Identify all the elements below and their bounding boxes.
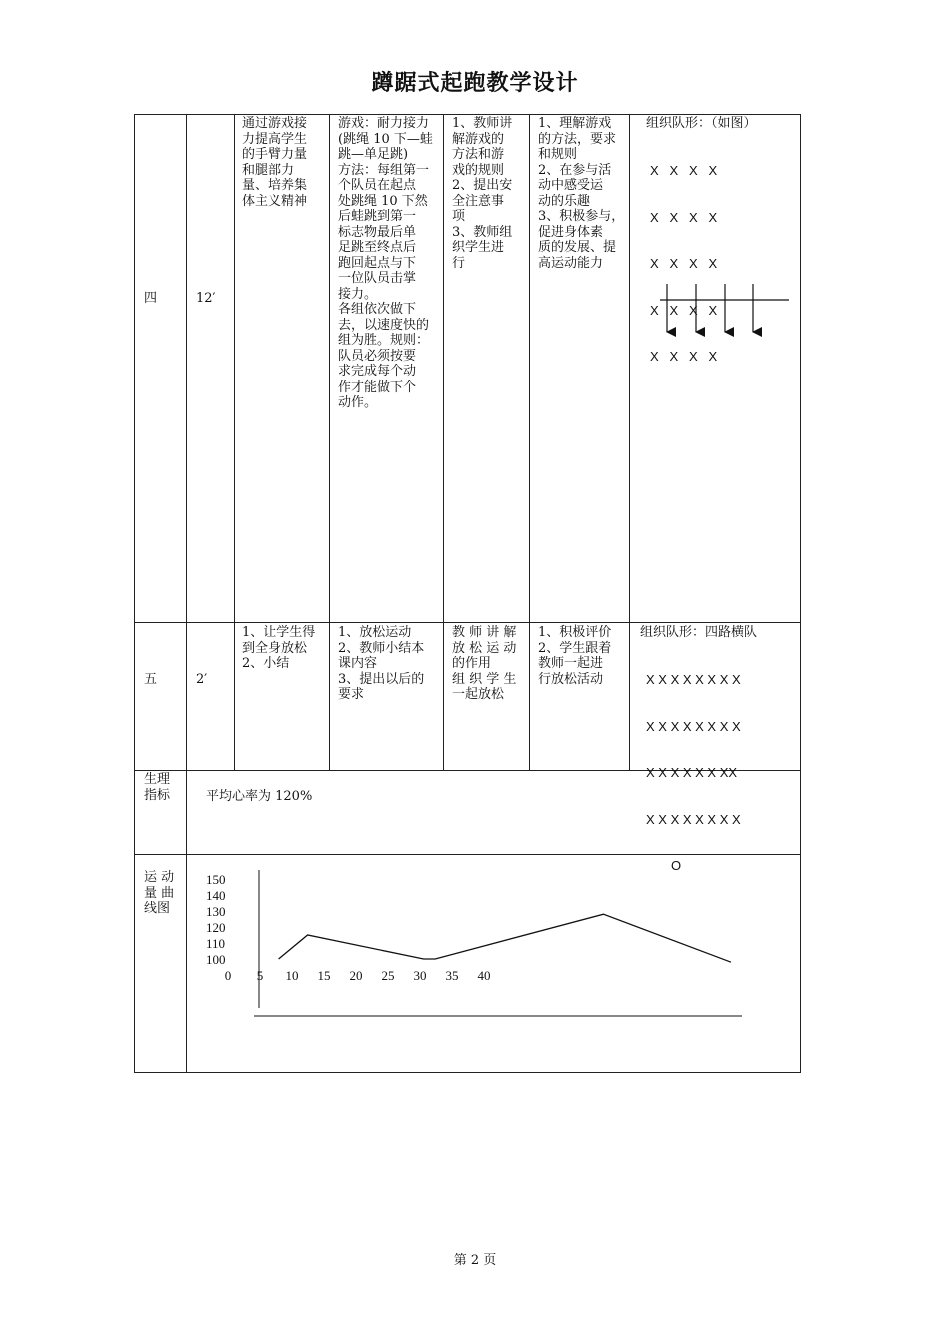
formation-row: X X X X bbox=[650, 349, 718, 364]
physio-label: 生理 指标 bbox=[144, 772, 171, 803]
row5-time: 2′ bbox=[196, 672, 208, 687]
row5-teacher: 教 师 讲 解 放 松 运 动 的作用 组 织 学 生 一起放松 bbox=[452, 625, 517, 702]
x-tick-label: 0 bbox=[224, 968, 232, 983]
x-tick-label: 10 bbox=[285, 968, 299, 983]
x-tick-label: 25 bbox=[381, 968, 395, 983]
row4-content: 游戏：耐力接力 (跳绳 10 下—蛙 跳—单足跳) 方法：每组第一 个队员在起点 处跳绳 10 下然 后蛙跳到第一 标志物最后单 足跳至终点后 跑回起点与下 一位队员击掌 接力。 各组依次做下 去，以速度快的 组为胜。规则： 队员必须按要 求完成每个动 作才能做下个 动作。 bbox=[338, 116, 433, 410]
y-tick-label: 150 bbox=[206, 872, 226, 887]
physio-value: 平均心率为 120% bbox=[206, 789, 313, 804]
row5-content: 1、放松运动 2、教师小结本 课内容 3、提出以后的 要求 bbox=[338, 625, 425, 702]
row5-goal: 1、让学生得 到全身放松 2、小结 bbox=[242, 625, 316, 671]
row4-student: 1、理解游戏 的方法，要求 和规则 2、在参与活 动中感受运 动的乐趣 3、积极参与， 促进身体素 质的发展、提 高运动能力 bbox=[538, 116, 625, 271]
row4-goal: 通过游戏接 力提高学生 的手臂力量 和腿部力 量、培养集 体主义精神 bbox=[242, 116, 308, 209]
formation-row: X X X X bbox=[650, 163, 718, 178]
formation-row: X X X X bbox=[650, 209, 718, 225]
series-line bbox=[279, 914, 731, 962]
page-footer: 第 2 页 bbox=[453, 1253, 497, 1268]
row5-student: 1、积极评价 2、学生跟着 教师一起进 行放松活动 bbox=[538, 625, 612, 687]
x-tick-label: 20 bbox=[349, 968, 363, 983]
formation-row: X X X X X X X X bbox=[646, 718, 741, 734]
y-tick-label: 140 bbox=[206, 888, 226, 903]
x-tick-label: 35 bbox=[445, 968, 459, 983]
row4-time: 12′ bbox=[196, 291, 216, 306]
teacher-position: O bbox=[671, 858, 682, 873]
curve-label: 运 动 量 曲 线图 bbox=[144, 870, 175, 916]
formation-row: X X X X X X X X bbox=[646, 811, 741, 827]
y-tick-label: 130 bbox=[206, 904, 226, 919]
x-tick-label: 30 bbox=[413, 968, 427, 983]
formation-row: X X X X bbox=[650, 256, 718, 271]
formation-row: X X X X X X X X bbox=[646, 672, 741, 687]
formation-row: X X X X X X XX bbox=[646, 765, 738, 780]
x-tick-label: 40 bbox=[477, 968, 491, 983]
row4-org-label: 组织队形：（如图） bbox=[646, 116, 757, 131]
page-title: 蹲踞式起跑教学设计 bbox=[371, 70, 579, 96]
row4-teacher: 1、教师讲 解游戏的 方法和游 戏的规则 2、提出安 全注意事 项 3、教师组 织学生进 行 bbox=[452, 116, 513, 271]
x-tick-label: 5 bbox=[256, 968, 264, 983]
x-tick-label: 15 bbox=[317, 968, 331, 983]
row5-org-label: 组织队形：四路横队 bbox=[640, 625, 758, 640]
y-tick-label: 100 bbox=[206, 952, 226, 967]
y-tick-label: 110 bbox=[206, 936, 226, 951]
row5-part: 五 bbox=[144, 672, 158, 687]
y-tick-label: 120 bbox=[206, 920, 226, 935]
row4-part: 四 bbox=[144, 291, 158, 306]
formation-row: X X X X bbox=[650, 302, 718, 318]
